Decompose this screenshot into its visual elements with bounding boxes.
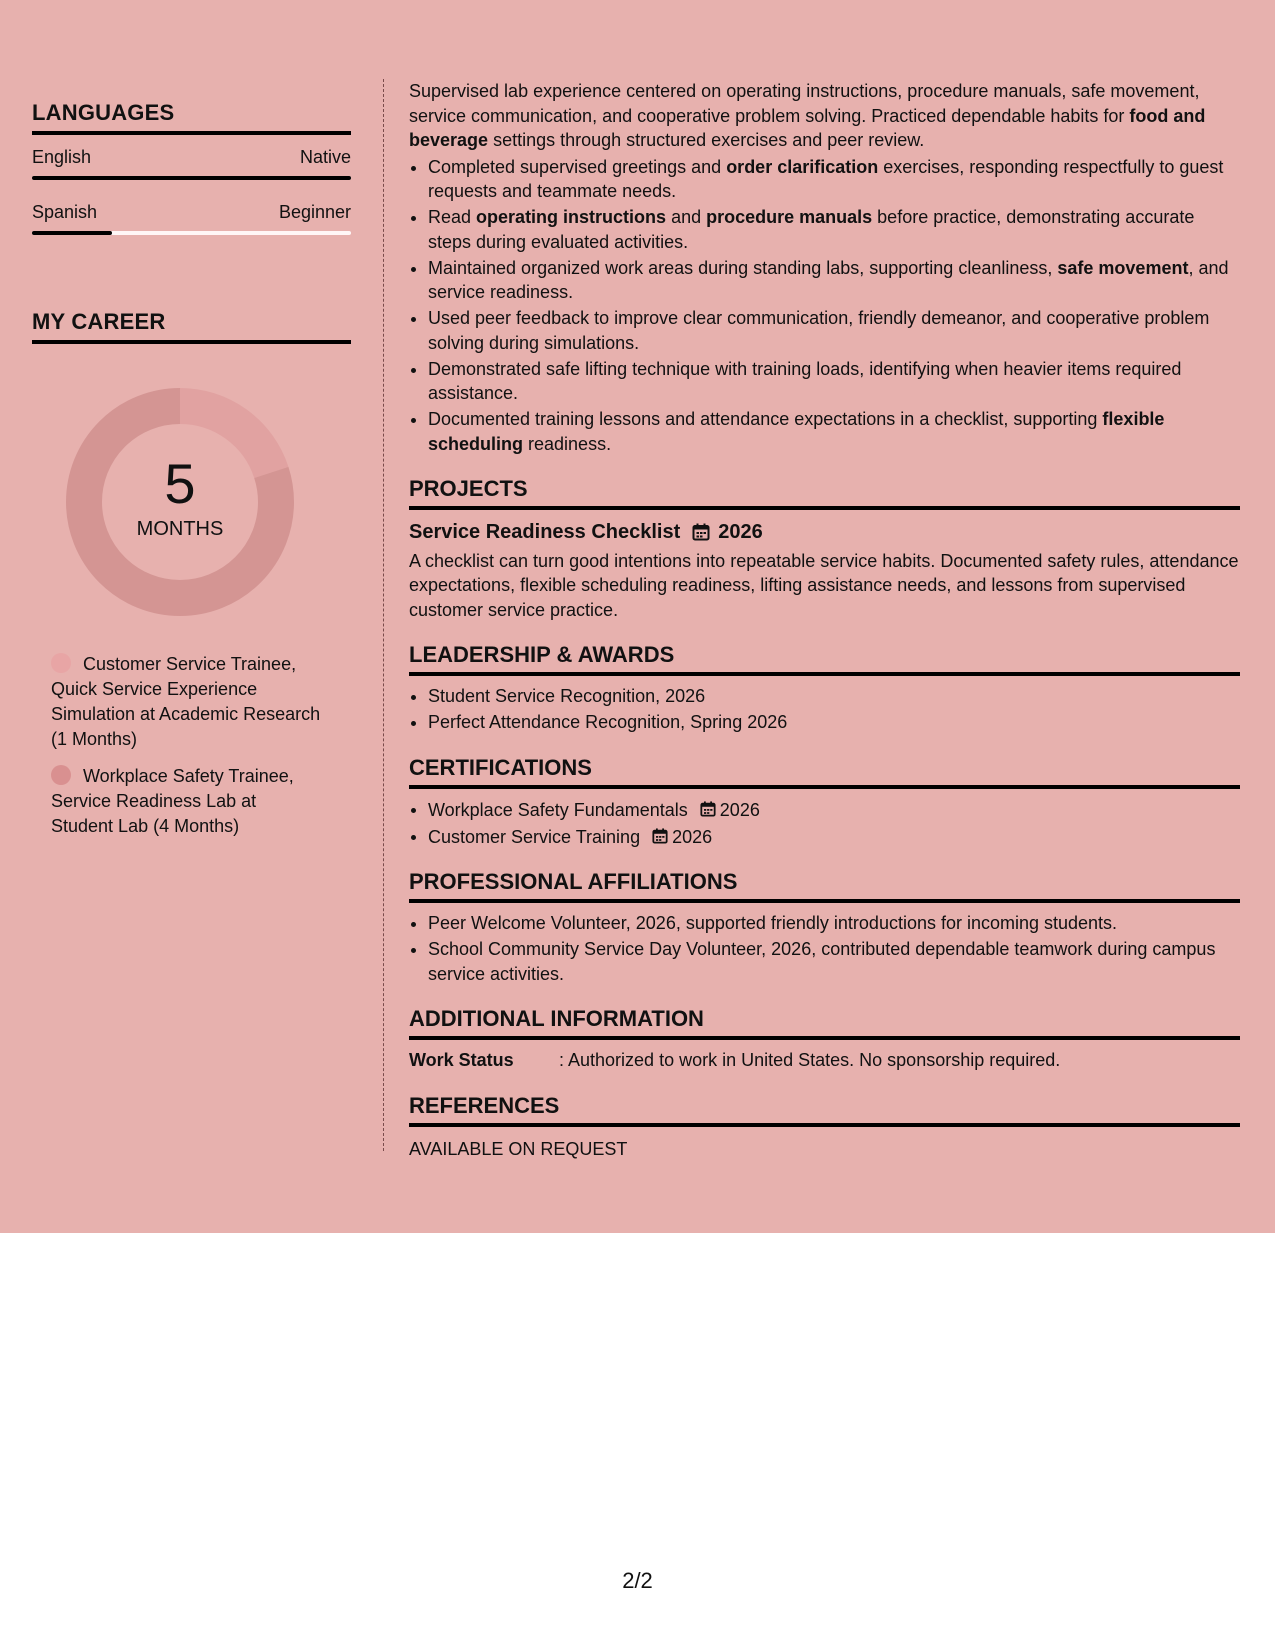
language-proficiency-fill bbox=[32, 231, 112, 235]
additional-info-section bbox=[409, 1006, 1240, 1073]
career-item-text: Workplace Safety Trainee, Service Readiness Lab at Student Lab (4 Months) bbox=[51, 766, 294, 836]
calendar-icon bbox=[700, 801, 716, 817]
list-item: • Perfect Attendance Recognition, Spring 2026 bbox=[428, 710, 1240, 735]
list-item: • Read operating instructions and procedure manuals before practice, demonstrating accurate steps during evaluated activities. bbox=[428, 205, 1240, 254]
language-entry bbox=[32, 202, 351, 235]
cert-name: Workplace Safety Fundamentals bbox=[428, 799, 688, 820]
list-item: • Student Service Recognition, 2026 bbox=[428, 684, 1240, 709]
career-heading: MY CAREER bbox=[32, 309, 351, 344]
list-item: • Completed supervised greetings and order clarification exercises, responding respectfully to guest requests and teammate needs. bbox=[428, 155, 1240, 204]
additional-info-heading: ADDITIONAL INFORMATION bbox=[409, 1006, 1240, 1040]
projects-heading: PROJECTS bbox=[409, 476, 1240, 510]
language-proficiency-fill bbox=[32, 176, 351, 180]
page-number: 2/2 bbox=[622, 1568, 653, 1593]
column-divider bbox=[383, 79, 384, 1151]
projects-section bbox=[409, 476, 1240, 622]
project-title: Service Readiness Checklist bbox=[409, 521, 681, 543]
cert-name: Customer Service Training bbox=[428, 826, 641, 847]
cert-year: 2026 bbox=[672, 826, 713, 847]
language-proficiency-bar bbox=[32, 176, 351, 180]
career-dot-icon bbox=[51, 653, 71, 673]
references-text: AVAILABLE ON REQUEST bbox=[409, 1138, 628, 1159]
experience-bullets bbox=[409, 155, 1240, 457]
calendar-icon bbox=[692, 523, 710, 541]
list-item: • Maintained organized work areas during standing labs, supporting cleanliness, safe movement, and service readiness. bbox=[428, 256, 1240, 305]
career-dot-icon bbox=[51, 765, 71, 785]
language-entry bbox=[32, 147, 351, 180]
languages-heading: LANGUAGES bbox=[32, 100, 351, 135]
main-content bbox=[409, 79, 1240, 1161]
list-item: • Used peer feedback to improve clear communication, friendly demeanor, and cooperative problem solving during simulations. bbox=[428, 306, 1240, 355]
list-item: • Demonstrated safe lifting technique with training loads, identifying when heavier items required assistance. bbox=[428, 357, 1240, 406]
language-level: Native bbox=[299, 147, 351, 167]
certifications-section bbox=[409, 755, 1240, 850]
language-name: Spanish bbox=[32, 202, 98, 222]
affiliations-section bbox=[409, 869, 1240, 986]
language-level: Beginner bbox=[278, 202, 351, 222]
work-status-value: : Authorized to work in United States. No sponsorship required. bbox=[559, 1050, 1061, 1070]
references-section bbox=[409, 1093, 1240, 1162]
career-donut-chart bbox=[66, 388, 294, 616]
career-item bbox=[51, 764, 321, 839]
list-item bbox=[428, 824, 1240, 850]
career-list bbox=[51, 652, 321, 839]
project-year: 2026 bbox=[718, 521, 763, 543]
certifications-heading: CERTIFICATIONS bbox=[409, 755, 1240, 789]
project-description: A checklist can turn good intentions into repeatable service habits. Documented safety rules, attendance expectations, flexible scheduling readiness, lifting assistance needs, and lessons from supervised customer service practice. bbox=[409, 550, 1239, 620]
leadership-section bbox=[409, 642, 1240, 735]
cert-year: 2026 bbox=[719, 799, 760, 820]
list-item bbox=[428, 797, 1240, 823]
references-heading: REFERENCES bbox=[409, 1093, 1240, 1127]
list-item: • Documented training lessons and attendance expectations in a checklist, supporting flexible scheduling readiness. bbox=[428, 407, 1240, 456]
language-proficiency-bar bbox=[32, 231, 351, 235]
language-name: English bbox=[32, 147, 92, 167]
list-item: • Peer Welcome Volunteer, 2026, supported friendly introductions for incoming students. bbox=[428, 911, 1240, 936]
career-item bbox=[51, 652, 321, 752]
calendar-icon bbox=[652, 828, 668, 844]
sidebar bbox=[32, 100, 351, 851]
experience-summary: Supervised lab experience centered on operating instructions, procedure manuals, safe movement, service communication, and cooperative problem solving. Practiced dependable habits for food and beverage settings through structured exercises and peer review. bbox=[409, 81, 1206, 150]
list-item: • School Community Service Day Volunteer, 2026, contributed dependable teamwork during campus service activities. bbox=[428, 937, 1240, 986]
career-total-value: 5 bbox=[164, 451, 196, 515]
career-item-text: Customer Service Trainee, Quick Service Experience Simulation at Academic Research (1 Months) bbox=[51, 654, 321, 749]
affiliations-heading: PROFESSIONAL AFFILIATIONS bbox=[409, 869, 1240, 903]
career-total-unit: MONTHS bbox=[136, 517, 224, 540]
leadership-heading: LEADERSHIP & AWARDS bbox=[409, 642, 1240, 676]
work-status-label: Work Status bbox=[409, 1050, 514, 1070]
